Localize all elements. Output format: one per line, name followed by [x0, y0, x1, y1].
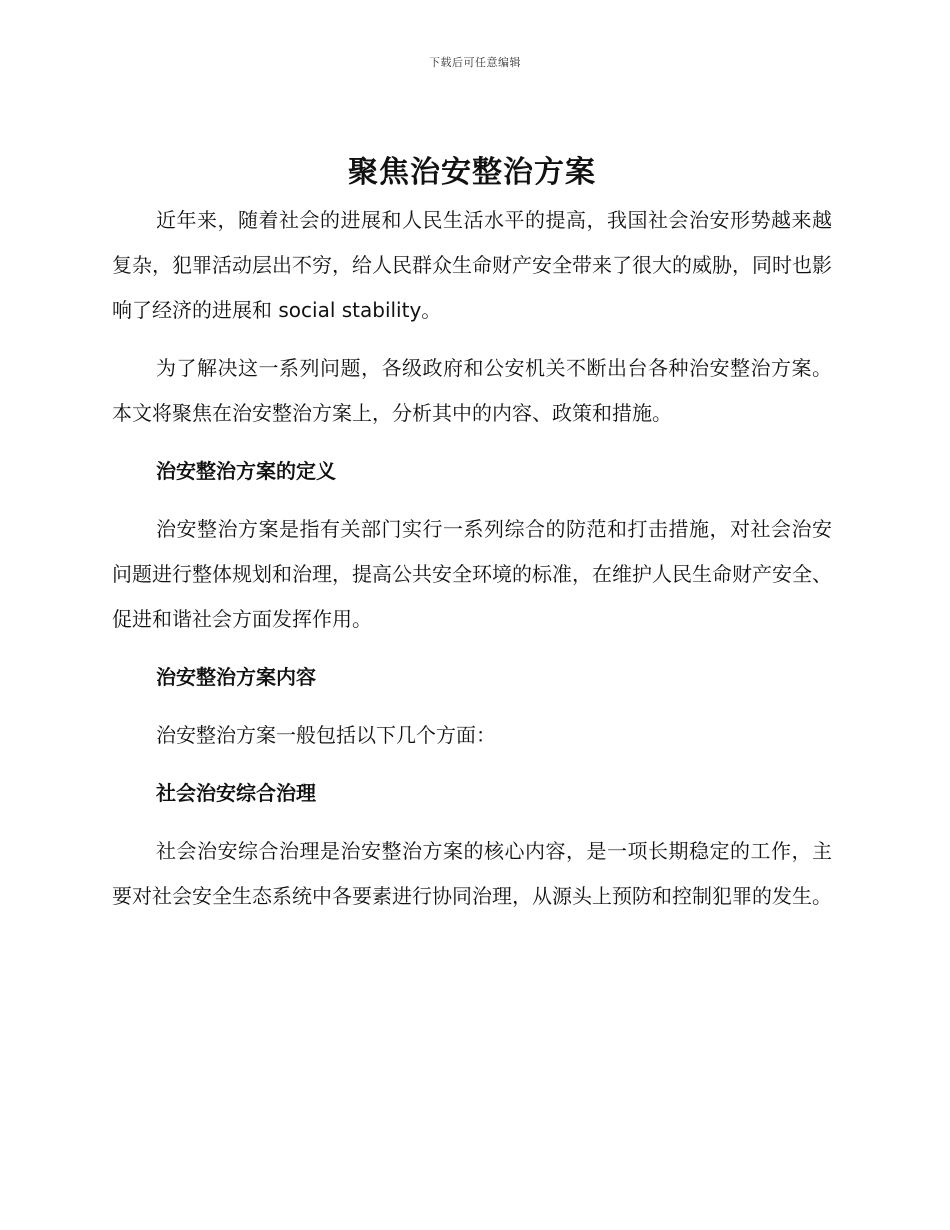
comprehensive-paragraph: 社会治安综合治理是治安整治方案的核心内容，是一项长期稳定的工作，主要对社会安全生态系统中各要素进行协同治理，从源头上预防和控制犯罪的发生。 — [112, 839, 832, 908]
section-heading-content: 治安整治方案内容 — [156, 665, 316, 689]
document-body — [112, 148, 832, 919]
section-heading-comprehensive: 社会治安综合治理 — [156, 781, 316, 805]
content-intro-paragraph: 治安整治方案一般包括以下几个方面： — [156, 723, 496, 747]
intro-paragraph-2: 为了解决这一系列问题，各级政府和公安机关不断出台各种治安整治方案。本文将聚焦在治安整治方案上，分析其中的内容、政策和措施。 — [112, 356, 832, 425]
intro-paragraph-1: 近年来，随着社会的进展和人民生活水平的提高，我国社会治安形势越来越复杂，犯罪活动层出不穷，给人民群众生命财产安全带来了很大的威胁，同时也影响了经济的进展和 social stability。 — [112, 208, 832, 322]
document-title: 聚焦治安整治方案 — [348, 155, 596, 190]
page-header-note: 下载后可任意编辑 — [429, 56, 521, 69]
definition-paragraph: 治安整治方案是指有关部门实行一系列综合的防范和打击措施，对社会治安问题进行整体规划和治理，提高公共安全环境的标准，在维护人民生命财产安全、促进和谐社会方面发挥作用。 — [112, 517, 832, 631]
section-heading-definition: 治安整治方案的定义 — [156, 459, 336, 483]
